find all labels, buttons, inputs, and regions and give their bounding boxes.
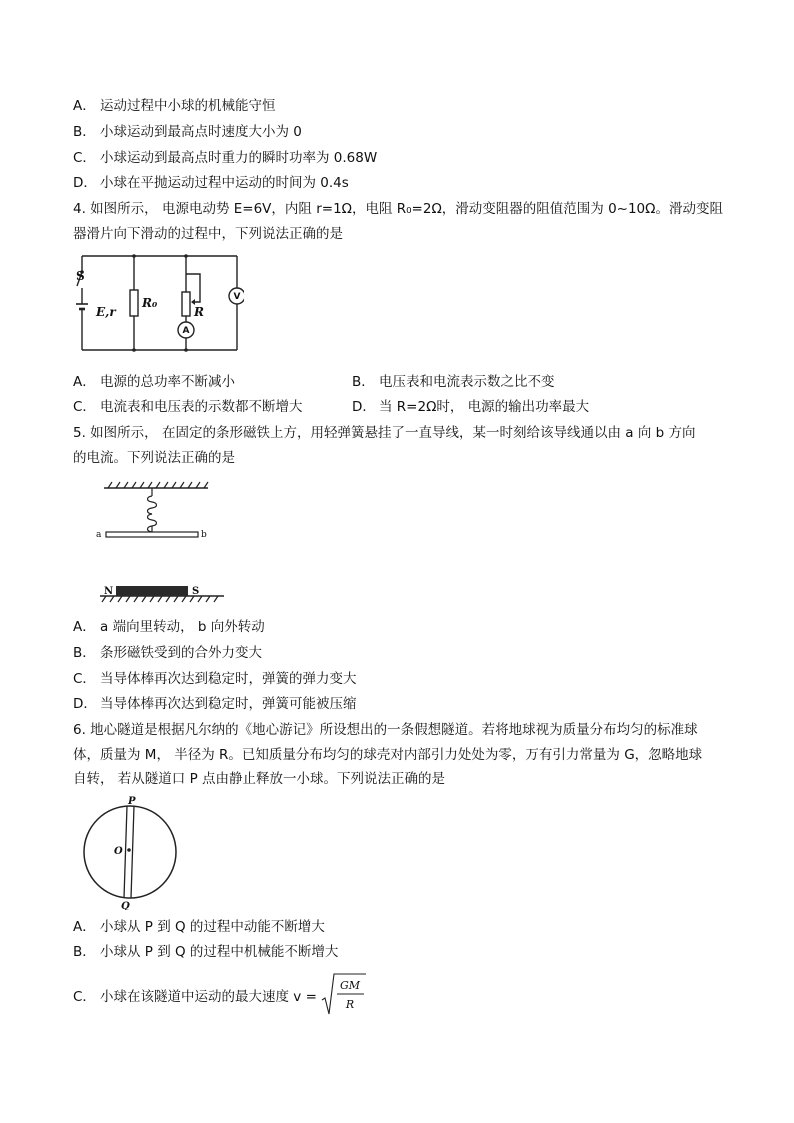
q5-option-a: A． a 端向里转动， b 向外转动 (73, 619, 265, 635)
q3-option-b: B． 小球运动到最高点时速度大小为 0 (73, 124, 302, 140)
q6-earth-tunnel-diagram (80, 794, 180, 910)
max-velocity-formula (320, 970, 368, 1018)
q4-circuit-diagram (74, 252, 244, 358)
q3-option-c: C． 小球运动到最高点时重力的瞬时功率为 0.68W (73, 150, 378, 166)
magnet-s-label: S (192, 586, 200, 597)
q4-option-d: D． 当 R=2Ω时， 电源的输出功率最大 (352, 399, 590, 415)
r0-label: R₀ (142, 296, 158, 310)
q5-magnet-diagram (86, 478, 236, 604)
q5-option-b: B． 条形磁铁受到的合外力变大 (73, 645, 262, 661)
rod-end-b-label: b (201, 530, 207, 540)
q6-stem-line1: 6. 地心隧道是根据凡尔纳的《地心游记》所设想出的一条假想隧道。若将地球视为质量分布均匀的标准球 (73, 722, 698, 738)
source-label: E,r (96, 305, 116, 319)
q4-option-a: A． 电源的总功率不断减小 (73, 374, 235, 390)
point-q-label: Q (121, 901, 130, 910)
q6-option-b: B． 小球从 P 到 Q 的过程中机械能不断增大 (73, 944, 339, 960)
q5-stem-line2: 的电流。下列说法正确的是 (73, 450, 235, 466)
q6-stem-line2: 体，质量为 M， 半径为 R。已知质量分布均匀的球壳对内部引力处处为零，万有引力常量为 G，忽略地球 (73, 747, 703, 763)
magnet-n-label: N (104, 586, 114, 597)
ammeter-label: A (182, 326, 190, 336)
q3-option-a: A． 运动过程中小球的机械能守恒 (73, 98, 276, 114)
rod-end-a-label: a (96, 530, 102, 540)
q4-option-b: B． 电压表和电流表示数之比不变 (352, 374, 555, 390)
q6-option-c: C． 小球在该隧道中运动的最大速度 v = (73, 989, 317, 1005)
earth-circle (84, 806, 176, 898)
q4-stem-line1: 4. 如图所示， 电源电动势 E=6V，内阻 r=1Ω，电阻 R₀=2Ω，滑动变阻器的阻值范围为 0~10Ω。滑动变阻 (73, 201, 723, 217)
r-label: R (194, 305, 204, 319)
q5-option-d: D． 当导体棒再次达到稳定时，弹簧可能被压缩 (73, 696, 357, 712)
q5-option-c: C． 当导体棒再次达到稳定时，弹簧的弹力变大 (73, 671, 357, 687)
formula-numerator: GM (339, 979, 361, 992)
q3-option-d: D． 小球在平抛运动过程中运动的时间为 0.4s (73, 175, 349, 191)
switch-label: S (76, 269, 85, 283)
bar-magnet (116, 586, 188, 596)
q4-stem-line2: 器滑片向下滑动的过程中，下列说法正确的是 (73, 226, 343, 242)
point-o-label: O (114, 846, 123, 857)
q5-stem-line1: 5. 如图所示， 在固定的条形磁铁上方，用轻弹簧悬挂了一直导线，某一时刻给该导线通以由 a 向 b 方向 (73, 425, 696, 441)
point-p-label: P (128, 796, 136, 807)
q6-option-a: A． 小球从 P 到 Q 的过程中动能不断增大 (73, 919, 325, 935)
formula-denominator: R (345, 998, 355, 1011)
voltmeter-label: V (233, 292, 241, 302)
q6-stem-line3: 自转， 若从隧道口 P 点由静止释放一小球。下列说法正确的是 (73, 771, 446, 787)
q4-option-c: C． 电流表和电压表的示数都不断增大 (73, 399, 303, 415)
